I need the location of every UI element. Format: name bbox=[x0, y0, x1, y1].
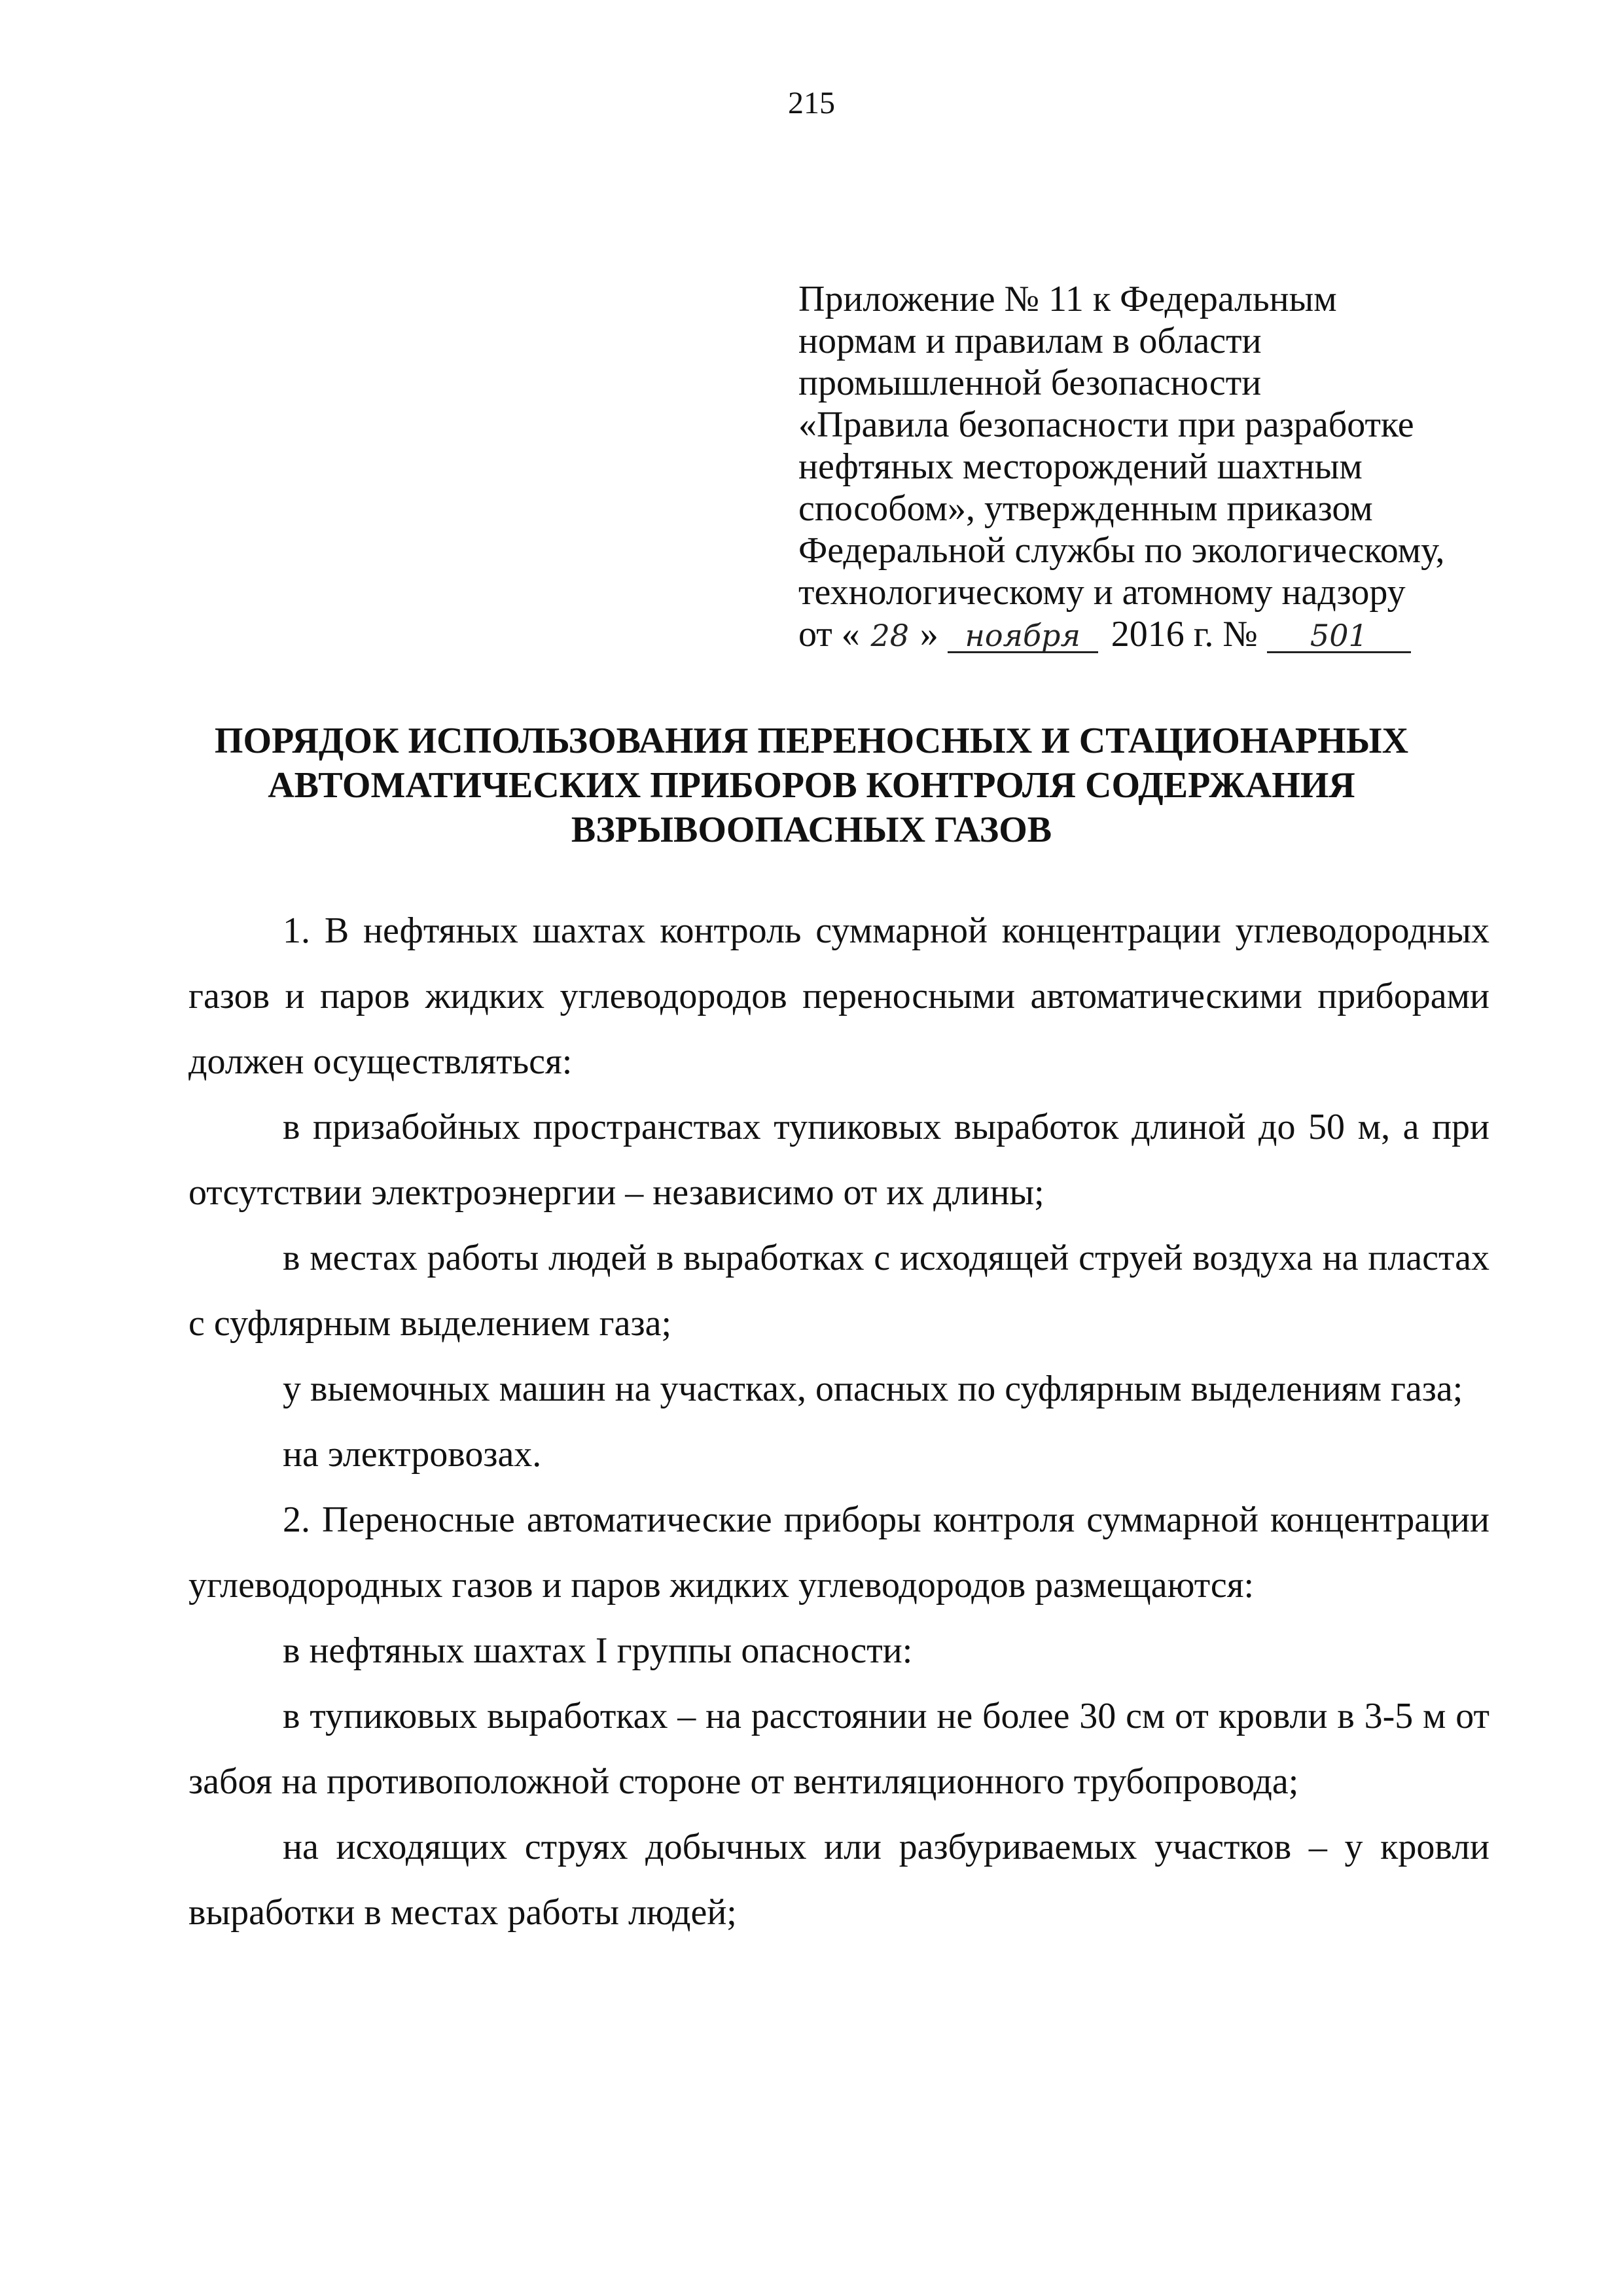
date-year: 2016 г. № bbox=[1111, 614, 1258, 655]
title-line: ВЗРЫВООПАСНЫХ ГАЗОВ bbox=[571, 810, 1052, 850]
date-mid: » bbox=[919, 614, 938, 655]
appendix-line: Приложение № 11 к Федеральным bbox=[798, 279, 1337, 319]
appendix-line: нормам и правилам в области bbox=[798, 321, 1262, 361]
paragraph: 1. В нефтяных шахтах контроль суммарной концентрации углеводородных газов и паров жидких углеводородов переносными автоматическими приборами должен осуществляться: bbox=[188, 910, 1489, 1082]
paragraph: в призабойных пространствах тупиковых выработок длиной до 50 м, а при отсутствии электроэнергии – независимо от их длины; bbox=[188, 1107, 1489, 1213]
appendix-line: способом», утвержденным приказом bbox=[798, 488, 1373, 529]
appendix-header bbox=[798, 278, 1571, 656]
document-body bbox=[188, 898, 1489, 1945]
appendix-line: нефтяных месторождений шахтным bbox=[798, 446, 1363, 487]
order-date-line bbox=[798, 613, 1571, 656]
appendix-line: «Правила безопасности при разработке bbox=[798, 404, 1414, 445]
paragraph: в нефтяных шахтах I группы опасности: bbox=[283, 1630, 913, 1671]
handwritten-month: ноября bbox=[948, 620, 1098, 653]
page-number: 215 bbox=[788, 86, 835, 120]
appendix-line: промышленной безопасности bbox=[798, 363, 1262, 403]
paragraph: на электровозах. bbox=[283, 1434, 542, 1475]
paragraph: в тупиковых выработках – на расстоянии не более 30 см от кровли в 3-5 м от забоя на противоположной стороне от вентиляционного трубопровода; bbox=[188, 1696, 1489, 1802]
appendix-line: технологическому и атомному надзору bbox=[798, 572, 1406, 613]
paragraph: у выемочных машин на участках, опасных по суфлярным выделениям газа; bbox=[283, 1369, 1463, 1409]
date-prefix: от « bbox=[798, 614, 860, 655]
appendix-line: Федеральной службы по экологическому, bbox=[798, 530, 1445, 571]
handwritten-day: 28 bbox=[870, 618, 909, 653]
document-title bbox=[164, 719, 1459, 852]
paragraph: на исходящих струях добычных или разбуриваемых участков – у кровли выработки в местах работы людей; bbox=[188, 1827, 1489, 1933]
title-line: АВТОМАТИЧЕСКИХ ПРИБОРОВ КОНТРОЛЯ СОДЕРЖАНИЯ bbox=[268, 765, 1355, 806]
paragraph: в местах работы людей в выработках с исходящей струей воздуха на пластах с суфлярным выделением газа; bbox=[188, 1238, 1489, 1344]
paragraph: 2. Переносные автоматические приборы контроля суммарной концентрации углеводородных газов и паров жидких углеводородов размещаются: bbox=[188, 1499, 1489, 1605]
title-line: ПОРЯДОК ИСПОЛЬЗОВАНИЯ ПЕРЕНОСНЫХ И СТАЦИОНАРНЫХ bbox=[214, 721, 1409, 761]
handwritten-order-number: 501 bbox=[1267, 620, 1411, 653]
